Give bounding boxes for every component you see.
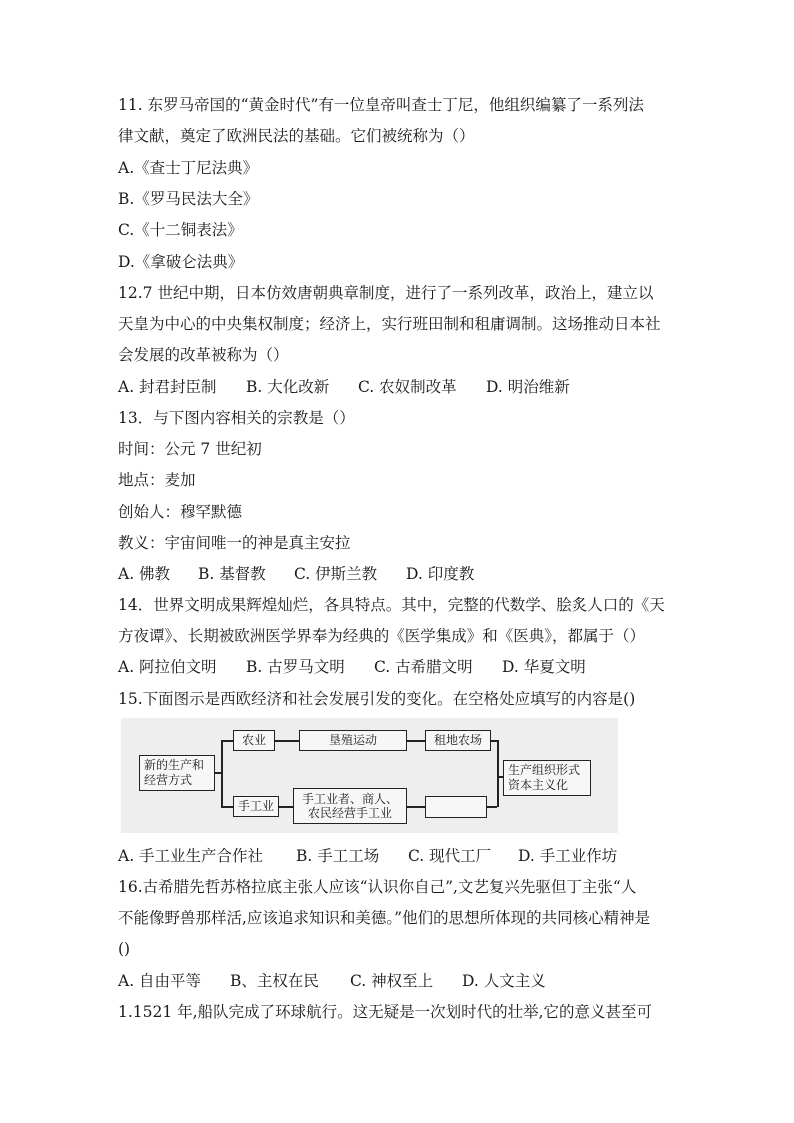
diagram-farm-box: 租地农场 [425, 730, 491, 751]
q11-option-d: D.《拿破仑法典》 [118, 253, 244, 271]
q14-option-c: C. 古希腊文明 [374, 658, 473, 676]
q15-option-d: D. 手工业作坊 [518, 847, 618, 865]
diagram-connector [487, 806, 497, 808]
q16-option-b: B、主权在民 [230, 972, 319, 990]
diagram-craftsmen-box: 手工业者、商人、 农民经营手工业 [293, 788, 407, 824]
q12-option-c: C. 农奴制改革 [358, 378, 457, 396]
q14-stem-line1: 14．世界文明成果辉煌灿烂，各具特点。其中，完整的代数学、脍炙人口的《天 [118, 596, 665, 614]
diagram-connector [407, 806, 425, 808]
q14-option-d: D. 华夏文明 [502, 658, 586, 676]
q13-option-a: A. 佛教 [118, 565, 171, 583]
q11-option-c: C.《十二铜表法》 [118, 221, 243, 239]
diagram-connector [279, 806, 293, 808]
q14-option-a: A. 阿拉伯文明 [118, 658, 217, 676]
q15-option-b: B. 手工工场 [296, 847, 380, 865]
q16-stem-line3: () [118, 940, 131, 958]
q16-stem-line1: 16.古希腊先哲苏格拉底主张人应该“认识你自己”,文艺复兴先驱但丁主张“人 [118, 878, 637, 896]
q14-option-b: B. 古罗马文明 [246, 658, 345, 676]
q16-stem-line2: 不能像野兽那样活,应该追求知识和美德。”他们的思想所体现的共同核心精神是 [118, 909, 651, 927]
diagram-connector [275, 740, 299, 742]
q16-option-d: D. 人文主义 [462, 972, 546, 990]
diagram-agriculture-box: 农业 [233, 730, 275, 751]
diagram-handicraft-box: 手工业 [233, 796, 279, 817]
q11-stem-line1: 11. 东罗马帝国的“黄金时代”有一位皇帝叫查士丁尼，他组织编纂了一系列法 [118, 96, 644, 114]
diagram-bracket-left [221, 740, 223, 806]
q11-option-b: B.《罗马民法大全》 [118, 190, 259, 208]
q13-time: 时间：公元 7 世纪初 [118, 440, 262, 458]
diagram-connector [407, 740, 425, 742]
diagram-connector [221, 740, 233, 742]
diagram-result-box: 生产组织形式 资本主义化 [503, 760, 591, 796]
diagram-bracket-right [497, 740, 499, 807]
q16-option-a: A. 自由平等 [118, 972, 202, 990]
q11-stem-line2: 律文献，奠定了欧洲民法的基础。它们被统称为（） [118, 127, 475, 145]
q15-option-a: A. 手工业生产合作社 [118, 847, 264, 865]
q12-option-a: A. 封君封臣制 [118, 378, 217, 396]
q13-option-b: B. 基督教 [198, 565, 266, 583]
q12-stem-line1: 12.7 世纪中期，日本仿效唐朝典章制度，进行了一系列改革，政治上，建立以 [118, 284, 654, 302]
q13-doctrine: 教义：宇宙间唯一的神是真主安拉 [118, 534, 351, 552]
q12-option-d: D. 明治维新 [486, 378, 570, 396]
q13-option-c: C. 伊斯兰教 [294, 565, 378, 583]
q13-option-d: D. 印度教 [406, 565, 475, 583]
q15-diagram [121, 718, 618, 833]
q13-stem: 13．与下图内容相关的宗教是（） [118, 409, 355, 427]
diagram-connector [221, 806, 233, 808]
q17-stem-line1: 1.1521 年,船队完成了环球航行。这无疑是一次划时代的壮举,它的意义甚至可 [118, 1003, 653, 1021]
diagram-root-box: 新的生产和 经营方式 [139, 755, 215, 791]
q13-place: 地点：麦加 [118, 471, 196, 489]
q14-stem-line2: 方夜谭》、长期被欧洲医学界奉为经典的《医学集成》和《医典》，都属于（） [118, 627, 646, 645]
q11-option-a: A.《查士丁尼法典》 [118, 159, 259, 177]
q15-stem: 15.下面图示是西欧经济和社会发展引发的变化。在空格处应填写的内容是() [118, 690, 636, 708]
q13-founder: 创始人：穆罕默德 [118, 503, 243, 521]
q16-option-c: C. 神权至上 [350, 972, 434, 990]
diagram-reclamation-box: 垦殖运动 [299, 730, 407, 751]
q12-option-b: B. 大化改新 [246, 378, 330, 396]
q15-option-c: C. 现代工厂 [408, 847, 492, 865]
q12-stem-line2: 天皇为中心的中央集权制度；经济上，实行班田制和租庸调制。这场推动日本社 [118, 315, 661, 333]
q12-stem-line3: 会发展的改革被称为（） [118, 346, 289, 364]
diagram-blank-box [425, 796, 487, 818]
